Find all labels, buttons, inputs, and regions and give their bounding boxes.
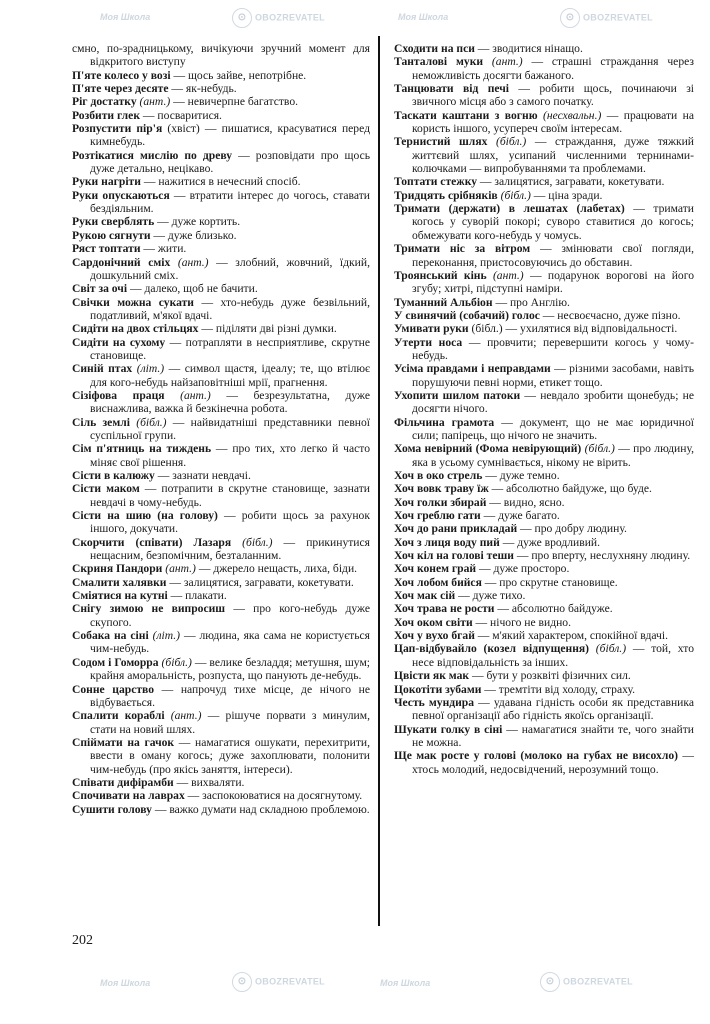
obozrevatel-logo-icon: ⊙ <box>232 8 252 28</box>
entry-term: Сісти в калюжу <box>72 469 155 482</box>
entry-definition: — видно, ясно. <box>486 495 565 509</box>
watermark: Моя Школа <box>100 12 151 22</box>
obozrevatel-logo-icon: ⊙ <box>560 8 580 28</box>
dictionary-entry <box>72 776 370 789</box>
entry-definition: — дуже вродливий. <box>499 535 601 549</box>
dictionary-entry <box>72 562 370 575</box>
entry-definition: — намагатися ошукати, перехитрити, ввести в оману когось; дуже захоплювати, полонити чим-небудь (про якісь заняття, інтереси). <box>90 735 371 776</box>
entry-definition: — невдало зробити щонебудь; не досягти нічого. <box>412 388 694 416</box>
dictionary-entry <box>72 362 370 389</box>
watermark: Моя Школа <box>398 12 449 22</box>
entry-source-note: (ант.) <box>164 709 202 723</box>
entry-definition: — абсолютно байдуже. <box>494 602 613 616</box>
dictionary-entry <box>72 469 370 482</box>
dictionary-entry <box>72 215 370 228</box>
dictionary-entry <box>394 442 694 469</box>
entry-term: Скорчити (співати) Лазаря <box>72 535 232 549</box>
entry-definition: — дуже близько. <box>150 228 237 242</box>
dictionary-entry <box>394 562 694 575</box>
entry-definition: — рішуче порвати з минулим, стати на новий шлях. <box>90 709 370 736</box>
page-number: 202 <box>72 933 93 948</box>
entry-term: Сізіфова праця <box>72 388 165 402</box>
dictionary-entry <box>394 469 694 482</box>
dictionary-entry <box>394 616 694 629</box>
entry-term: Руки опускаються <box>72 188 170 202</box>
entry-term: Хома невірний (Фома невірующий) <box>394 442 582 456</box>
entry-term: Таскати каштани з вогню <box>394 108 538 122</box>
entry-term: П'яте через десяте <box>72 82 169 96</box>
entry-definition: — залицятися, загравати, кокетувати. <box>477 175 665 189</box>
entry-term: Хоч мак сій <box>394 589 456 603</box>
entry-source-note: (бібл.) <box>231 535 273 549</box>
entry-definition: — працювати на користь іншого, усупереч своїм інтересам. <box>412 108 694 136</box>
entry-definition: — подарунок ворогові на його згубу; хитрі, підступні наміри. <box>412 268 694 296</box>
entry-definition: — заспокоюватися на досягнутому. <box>184 789 363 803</box>
dictionary-entry <box>394 696 694 723</box>
dictionary-entry <box>394 602 694 615</box>
entry-term: Хоч лобом бийся <box>394 575 482 589</box>
left-column <box>72 42 370 816</box>
dictionary-entry <box>394 576 694 589</box>
entry-term: Рукою сягнути <box>72 228 151 242</box>
entry-definition: — як-небудь. <box>168 82 237 96</box>
entry-definition: смно, по-зрадницькому, вичікуючи зручний момент для відкритого виступу <box>72 42 370 69</box>
entry-definition: — удавана гідність особи як представника певної організації або гідність якоїсь організації. <box>412 695 694 723</box>
dictionary-entry <box>72 149 370 176</box>
dictionary-entry <box>394 242 694 269</box>
dictionary-entry <box>394 42 694 55</box>
entry-definition: — страшні страждання через неможливість досягти бажаного. <box>412 55 694 82</box>
entry-definition: — м'який характером, спокійної вдачі. <box>474 629 668 643</box>
entry-source-note: (ант.) <box>486 268 524 282</box>
entry-source-note: (бібл.) <box>487 135 527 149</box>
dictionary-entry <box>72 482 370 509</box>
entry-source-note: (ант.) <box>136 95 171 109</box>
entry-definition: — про людину, яка в усьому сумнівається, нікому не вірить. <box>412 442 694 469</box>
dictionary-entry <box>72 589 370 602</box>
entry-term: Хоч голки збирай <box>394 495 487 509</box>
entry-term: Ряст топтати <box>72 242 141 256</box>
entry-definition: — потрапити в скрутне становище, зазнати невдачі в чому-небудь. <box>90 482 370 509</box>
entry-definition: — дуже просторо. <box>476 562 570 576</box>
entry-definition: — ціна зради. <box>530 188 603 202</box>
entry-definition: — прикинутися нещасним, безпомічним, безталанним. <box>90 535 370 563</box>
dictionary-entry <box>72 656 370 683</box>
entry-term: Умивати руки <box>394 322 469 336</box>
dictionary-entry <box>394 589 694 602</box>
entry-definition: — документ, що не має юридичної сили; папірець, що нічого не значить. <box>412 415 694 442</box>
obozrevatel-logo-icon: ⊙ <box>232 972 252 992</box>
entry-definition: — найвидатніші представники певної суспільної групи. <box>90 415 371 442</box>
watermark: ⊙ OBOZREVATEL <box>232 972 325 992</box>
entry-definition: — піділяти дві різні думки. <box>198 322 337 336</box>
entry-definition: — потрапляти в несприятливе, скрутне становище. <box>90 335 370 362</box>
entry-definition: — зазнати невдачі. <box>154 469 251 482</box>
entry-term: Танталові муки <box>394 55 484 69</box>
entry-term: Скриня Пандори <box>72 562 163 576</box>
dictionary-entry <box>72 229 370 242</box>
entry-term: Фільчина грамота <box>394 415 495 429</box>
dictionary-entry <box>72 602 370 629</box>
entry-term: Співати дифірамби <box>72 775 174 789</box>
dictionary-entry <box>394 135 694 175</box>
entry-term: Честь мундира <box>394 695 475 709</box>
dictionary-entry <box>394 202 694 242</box>
entry-definition: — залицятися, загравати, кокетувати. <box>166 575 354 589</box>
entry-term: Цвісти як мак <box>394 669 470 683</box>
entry-source-note: (несхвальн.) <box>537 108 602 122</box>
entry-definition: — тримати когось у суворій покорі; суворо ставитися до когось; обмежувати кого-небудь у чомусь. <box>412 202 694 242</box>
dictionary-entry <box>394 189 694 202</box>
entry-definition: — нажитися в нечесний спосіб. <box>140 175 301 189</box>
dictionary-entry <box>72 282 370 295</box>
dictionary-entry <box>72 576 370 589</box>
dictionary-entry <box>394 269 694 296</box>
dictionary-entry <box>394 509 694 522</box>
entry-term: Руки сверблять <box>72 215 155 229</box>
entry-definition: — нічого не видно. <box>472 615 571 629</box>
entry-definition: — різними засобами, навіть порушуючи певні норми, етикет тощо. <box>412 362 694 389</box>
entry-definition: — розповідати про щось дуже детально, нецікаво. <box>90 148 370 176</box>
dictionary-entry <box>72 389 370 416</box>
watermark: Моя Школа <box>100 978 151 988</box>
entry-definition: — зводитися нінащо. <box>474 42 583 55</box>
entry-definition: — робити щось за рахунок іншого, докучати. <box>90 509 370 536</box>
entry-term: Сардонічний сміх <box>72 255 171 269</box>
dictionary-entry <box>394 82 694 109</box>
entry-definition: — абсолютно байдуже, що буде. <box>488 482 652 496</box>
entry-term: Собака на сіні <box>72 629 149 643</box>
entry-term: Сісти на шию (на голову) <box>72 509 218 523</box>
entry-term: Снігу зимою не випросиш <box>72 602 226 616</box>
entry-definition: — дуже тихо. <box>455 589 526 603</box>
entry-definition: — вихваляти. <box>173 775 245 789</box>
entry-definition: — напрочуд тихе місце, де нічого не відбувається. <box>90 682 370 709</box>
entry-term: Танцювати від печі <box>394 82 510 96</box>
entry-definition: — той, хто несе відповідальність за інших. <box>412 642 695 669</box>
entry-term: Спіймати на гачок <box>72 735 175 749</box>
dictionary-entry <box>72 109 370 122</box>
entry-source-note: (бібл.) <box>581 442 615 456</box>
entry-term: Сидіти на сухому <box>72 335 166 349</box>
entry-term: Сушити голову <box>72 802 152 816</box>
dictionary-entry <box>394 175 694 188</box>
dictionary-entry <box>394 309 694 322</box>
dictionary-entry <box>72 683 370 710</box>
entry-definition: — несвоєчасно, дуже пізно. <box>539 308 681 322</box>
entry-term: Смалити халявки <box>72 575 167 589</box>
dictionary-entry <box>72 122 370 149</box>
entry-definition: — джерело нещасть, лиха, біди. <box>195 562 358 576</box>
entry-definition: — про добру людину. <box>517 522 627 536</box>
entry-definition: — злобний, жовчний, їдкий, дошкульний сміх. <box>90 255 370 282</box>
entry-definition: — невичерпне багатство. <box>170 95 299 109</box>
entry-definition: (хвіст) — пишатися, красуватися перед кимнебудь. <box>90 122 370 149</box>
dictionary-entry <box>72 175 370 188</box>
entry-definition: — про вперту, неслухняну людину. <box>513 549 691 563</box>
entry-term: Цап-відбувайло (козел відпущення) <box>394 642 590 656</box>
dictionary-entry <box>72 509 370 536</box>
dictionary-entry <box>394 536 694 549</box>
entry-term: Сонне царство <box>72 682 155 696</box>
entry-term: Спочивати на лаврах <box>72 789 185 803</box>
obozrevatel-logo-icon: ⊙ <box>540 972 560 992</box>
entry-term: Тримати ніс за вітром <box>394 242 531 256</box>
entry-term: Сходити на пси <box>394 42 475 55</box>
entry-term: Хоч кіл на голові теши <box>394 549 514 563</box>
entry-definition: — дуже кортить. <box>154 215 241 229</box>
entry-term: Хоч вовк траву їж <box>394 482 489 496</box>
entry-definition: — щось зайве, непотрібне. <box>170 68 307 82</box>
dictionary-entry <box>72 256 370 283</box>
entry-term: Хоч в око стрель <box>394 469 483 482</box>
entry-term: У свинячий (собачий) голос <box>394 308 540 322</box>
dictionary-entry <box>72 42 370 69</box>
right-column <box>394 42 694 776</box>
dictionary-entry <box>72 442 370 469</box>
dictionary-entry <box>72 296 370 323</box>
entry-term: Содом і Гоморра <box>72 655 159 669</box>
entry-definition: — людина, яка сама не користується чим-небудь. <box>90 629 371 656</box>
entry-definition: — дуже темно. <box>482 469 560 482</box>
dictionary-entry <box>72 82 370 95</box>
dictionary-entry <box>72 536 370 563</box>
entry-term: Сміятися на кутні <box>72 589 168 603</box>
entry-term: Усіма правдами і неправдами <box>394 362 551 376</box>
dictionary-entry <box>394 669 694 682</box>
entry-definition: — робити щось, починаючи зі звичного місця або з самого початку. <box>412 82 694 109</box>
dictionary-entry <box>394 683 694 696</box>
entry-definition: — посваритися. <box>140 108 222 122</box>
entry-definition: — хто-небудь дуже безвільний, податливий, м'якої вдачі. <box>90 295 370 322</box>
entry-definition: — плакати. <box>167 589 227 603</box>
dictionary-entry <box>394 322 694 335</box>
dictionary-entry <box>72 709 370 736</box>
dictionary-entry <box>394 109 694 136</box>
column-divider <box>378 36 380 926</box>
entry-term: Світ за очі <box>72 282 128 296</box>
watermark: Моя Школа <box>380 978 431 988</box>
entry-definition: — про кого-небудь дуже скупого. <box>90 602 370 629</box>
entry-term: Розбити глек <box>72 108 141 122</box>
entry-definition: — тремтіти від холоду, страху. <box>481 682 635 696</box>
entry-term: Спалити кораблі <box>72 709 165 723</box>
entry-definition: — втратити інтерес до чогось, ставати бездіяльним. <box>90 188 370 216</box>
dictionary-entry <box>72 416 370 443</box>
dictionary-entry <box>394 522 694 535</box>
entry-source-note: (бібл.) <box>129 415 167 429</box>
entry-source-note: (бібл.) <box>158 655 192 669</box>
entry-definition: — про тих, хто легко й часто міняє свої рішення. <box>90 442 370 469</box>
entry-definition: — символ щастя, ідеалу; те, що втілює для кого-небудь найзаповітніші мрії, прагнення. <box>90 362 371 389</box>
entry-term: Хоч конем грай <box>394 562 477 576</box>
entry-term: Хоч до рани прикладай <box>394 522 518 536</box>
dictionary-entry <box>394 55 694 82</box>
entry-definition: — жити. <box>140 242 187 256</box>
entry-term: Хоч у вухо бгай <box>394 629 475 643</box>
dictionary-entry <box>394 642 694 669</box>
entry-term: Топтати стежку <box>394 175 478 189</box>
dictionary-entry <box>72 95 370 108</box>
entry-source-note: (ант.) <box>164 388 211 402</box>
entry-term: Тридцять срібняків <box>394 188 498 202</box>
dictionary-entry <box>72 189 370 216</box>
entry-definition: — дуже багато. <box>480 509 560 523</box>
entry-term: Синій птах <box>72 362 133 376</box>
dictionary-entry <box>394 416 694 443</box>
dictionary-entry <box>394 296 694 309</box>
dictionary-entry <box>394 629 694 642</box>
dictionary-entry <box>394 496 694 509</box>
dictionary-entry <box>394 549 694 562</box>
dictionary-entry <box>394 723 694 750</box>
entry-source-note: (літ.) <box>148 629 181 643</box>
entry-term: Тримати (держати) в лешатах (лабетах) <box>394 202 625 216</box>
dictionary-entry <box>72 336 370 363</box>
entry-source-note: (літ.) <box>132 362 165 376</box>
dictionary-entry <box>72 69 370 82</box>
entry-definition: — про Англію. <box>492 295 570 309</box>
entry-definition: (бібл.) — ухилятися від відповідальності. <box>468 322 678 336</box>
entry-term: Свічки можна сукати <box>72 295 194 309</box>
dictionary-entry <box>394 749 694 776</box>
dictionary-entry <box>394 336 694 363</box>
entry-term: Троянський кінь <box>394 268 487 282</box>
entry-term: Хоч трава не рости <box>394 602 495 616</box>
entry-term: Шукати голку в сіні <box>394 722 503 736</box>
entry-term: Сіль землі <box>72 415 130 429</box>
entry-source-note: (бібл.) <box>497 188 531 202</box>
entry-definition: — безрезультатна, дуже виснажлива, важка й безкінечна робота. <box>90 388 370 416</box>
entry-term: Ще мак росте у голові (молоко на губах не висохло) <box>394 749 678 763</box>
entry-definition: — страждання, дуже тяжкий життєвий шлях, усипаний численними тернинами-колючками — випробуваннями та проблемами. <box>412 135 694 176</box>
entry-source-note: (ант.) <box>170 255 209 269</box>
entry-source-note: (ант.) <box>483 55 523 69</box>
entry-definition: — велике безладдя; метушня, шум; крайня аморальність, розпуста, що панують де-небудь. <box>90 655 371 683</box>
watermark: ⊙ OBOZREVATEL <box>560 8 653 28</box>
watermark: ⊙ OBOZREVATEL <box>540 972 633 992</box>
entry-definition: — хтось молодий, недосвідчений, нерозумний тощо. <box>412 749 694 776</box>
entry-term: Розпустити пір'я <box>72 122 163 136</box>
entry-term: Ріг достатку <box>72 95 137 109</box>
entry-definition: — провчити; перевершити когось у чому-небудь. <box>412 335 694 362</box>
entry-term: Тернистий шлях <box>394 135 488 149</box>
entry-definition: — бути у розквіті фізичних сил. <box>469 669 631 683</box>
entry-term: Розтікатися мислію по древу <box>72 148 233 162</box>
entry-source-note: (ант.) <box>162 562 196 576</box>
entry-term: Сім п'ятниць на тиждень <box>72 442 212 456</box>
watermark: ⊙ OBOZREVATEL <box>232 8 325 28</box>
dictionary-entry <box>394 482 694 495</box>
dictionary-entry <box>72 803 370 816</box>
dictionary-entry <box>72 242 370 255</box>
entry-term: Сісти маком <box>72 482 140 496</box>
entry-definition: — важко думати над складною проблемою. <box>151 802 370 816</box>
entry-term: Руки нагріти <box>72 175 141 189</box>
entry-term: Хоч з лиця воду пий <box>394 535 500 549</box>
entry-term: Хоч греблю гати <box>394 509 481 523</box>
entry-term: Хоч оком світи <box>394 615 473 629</box>
dictionary-entry <box>72 736 370 776</box>
entry-term: Ухопити шилом патоки <box>394 388 521 402</box>
entry-term: П'яте колесо у возі <box>72 68 171 82</box>
dictionary-entry <box>72 322 370 335</box>
entry-term: Цокотіти зубами <box>394 682 482 696</box>
entry-term: Сидіти на двох стільцях <box>72 322 199 336</box>
entry-definition: — намагатися знайти те, чого знайти не можна. <box>412 722 694 749</box>
entry-term: Туманний Альбіон <box>394 295 493 309</box>
entry-definition: — далеко, щоб не бачити. <box>127 282 258 296</box>
entry-definition: — про скрутне становище. <box>481 575 618 589</box>
dictionary-entry <box>72 629 370 656</box>
entry-term: Утерти носа <box>394 335 463 349</box>
dictionary-entry <box>394 389 694 416</box>
dictionary-entry <box>394 362 694 389</box>
dictionary-entry <box>72 789 370 802</box>
entry-definition: — змінювати свої погляди, переконання, пристосовуючись до обставин. <box>412 242 695 269</box>
entry-source-note: (бібл.) <box>589 642 627 656</box>
